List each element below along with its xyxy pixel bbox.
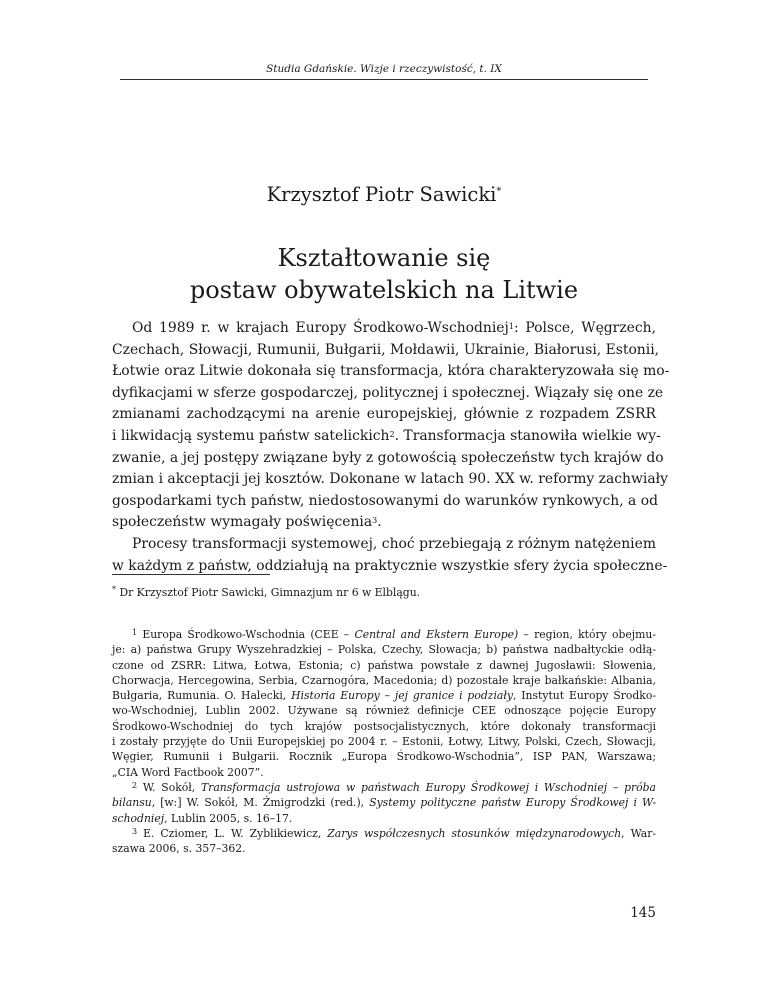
body-line: Od 1989 r. w krajach Europy Środkowo-Wschodniej$^1$: Polsce, Węgrzech, bbox=[132, 320, 657, 336]
title-line-1: Kształtowanie się bbox=[277, 244, 491, 272]
footnote-number: 3 bbox=[132, 826, 138, 836]
author-name-text: Krzysztof Piotr Sawicki bbox=[266, 183, 497, 206]
author-note-text: Dr Krzysztof Piotr Sawicki, Gimnazjum nr 6 w Elblągu. bbox=[119, 586, 421, 599]
footnote-ref-3[interactable]: 3 bbox=[372, 516, 378, 526]
footnote-separator bbox=[112, 574, 270, 575]
running-head: Studia Gdańskie. Wizje i rzeczywistość, t. IX bbox=[266, 63, 502, 75]
body-line: Procesy transformacji systemowej, choć przebiegają z różnym natężeniem bbox=[132, 535, 656, 552]
body-line: gospodarkami tych państw, niedostosowanymi do warunków rynkowych, a od bbox=[112, 492, 658, 509]
author-name bbox=[120, 182, 648, 208]
footnote-3: $^3$ E. Cziomer, L. W. Zyblikiewicz, Zarys współczesnych stosunków międzynarodowych, War- szawa 2006, s. 357–362. bbox=[112, 826, 657, 856]
footnote-ref-2[interactable]: 2 bbox=[389, 429, 395, 439]
body-line: w każdym z państw, oddziałują na praktycznie wszystkie sfery życia społeczne- bbox=[112, 557, 668, 574]
title-line-2: postaw obywatelskich na Litwie bbox=[189, 276, 579, 304]
body-text bbox=[112, 318, 670, 577]
body-line: dyfikacjami w sferze gospodarczej, politycznej i społecznej. Wiązały się one ze bbox=[112, 384, 664, 401]
footnote-2: $^2$ W. Sokół, Transformacja ustrojowa w państwach Europy Środkowej i Wschodniej – próba bilansu, [w:] W. Sokół, M. Żmigrodzki (red.), Systemy polityczne państw Europy Środkowej i W- schodniej, Lublin 2005, s. 16–17. bbox=[112, 780, 656, 825]
author-note-marker: * bbox=[112, 585, 116, 594]
footnote-number: 1 bbox=[132, 628, 138, 637]
paragraph-1 bbox=[112, 318, 670, 534]
footnote-number: 2 bbox=[132, 780, 138, 790]
author-footnote-marker: * bbox=[496, 186, 502, 197]
running-head-rule bbox=[120, 79, 648, 80]
body-line: Łotwie oraz Litwie dokonała się transformacja, która charakteryzowała się mo- bbox=[112, 363, 670, 380]
paragraph-2 bbox=[112, 534, 668, 577]
body-line: społeczeństw wymagały poświęcenia$^3$. bbox=[112, 514, 382, 531]
body-line: zmianami zachodzącymi na arenie europejskiej, głównie z rozpadem ZSRR bbox=[112, 406, 656, 423]
body-line: zmian i akceptacji jej kosztów. Dokonane w latach 90. XX w. reformy zachwiały bbox=[112, 471, 668, 488]
body-line: i likwidacją systemu państw satelickich$^2$. Transformacja stanowiła wielkie wy- bbox=[112, 427, 661, 444]
body-line: zwanie, a jej postępy związane były z gotowością społeczeństw tych krajów do bbox=[112, 449, 664, 466]
footnote-ref-1[interactable]: 1 bbox=[508, 322, 514, 331]
footnotes bbox=[112, 627, 656, 856]
footnote-1: $^1$ Europa Środkowo-Wschodnia (CEE – Central and Ekstern Europe) – region, który obejmu- je: a) państwa Grupy Wyszehradzkiej – Polska, Czechy, Słowacja; b) państwa nadbałtyckie odłą- czone od ZSRR: Litwa, Łotwa, Estonia; c) państwa powstałe z dawnej Jugosławii: Słowenia, Chorwacja, Hercegowina, Serbia, Czarnogóra, Macedonia; d) pozostałe kraje bałkańskie: Albania, Bułgaria, Rumunia. O. Halecki, Historia Europy – jej granice i podziały, Instytut Europy Środko- wo-Wschodniej, Lublin 2002. Używane są również definicje CEE odnoszące pojęcie Europy Środkowo-Wschodniej do tych krajów postsocjalistycznych, które dokonały transformacji i zostały przyjęte do Unii Europejskiej po 2004 r. – Estonii, Łotwy, Litwy, Polski, Czech, Słowacji, Węgier, Rumunii i Bułgarii. Rocznik „Europa Środkowo-Wschodnia”, ISP PAN, Warszawa; „CIA Word Factbook 2007”. bbox=[112, 628, 656, 779]
body-line: Czechach, Słowacji, Rumunii, Bułgarii, Mołdawii, Ukrainie, Białorusi, Estonii, bbox=[112, 341, 660, 358]
page-number: 145 bbox=[630, 905, 656, 921]
author-note bbox=[112, 585, 656, 600]
article-title bbox=[120, 242, 648, 306]
